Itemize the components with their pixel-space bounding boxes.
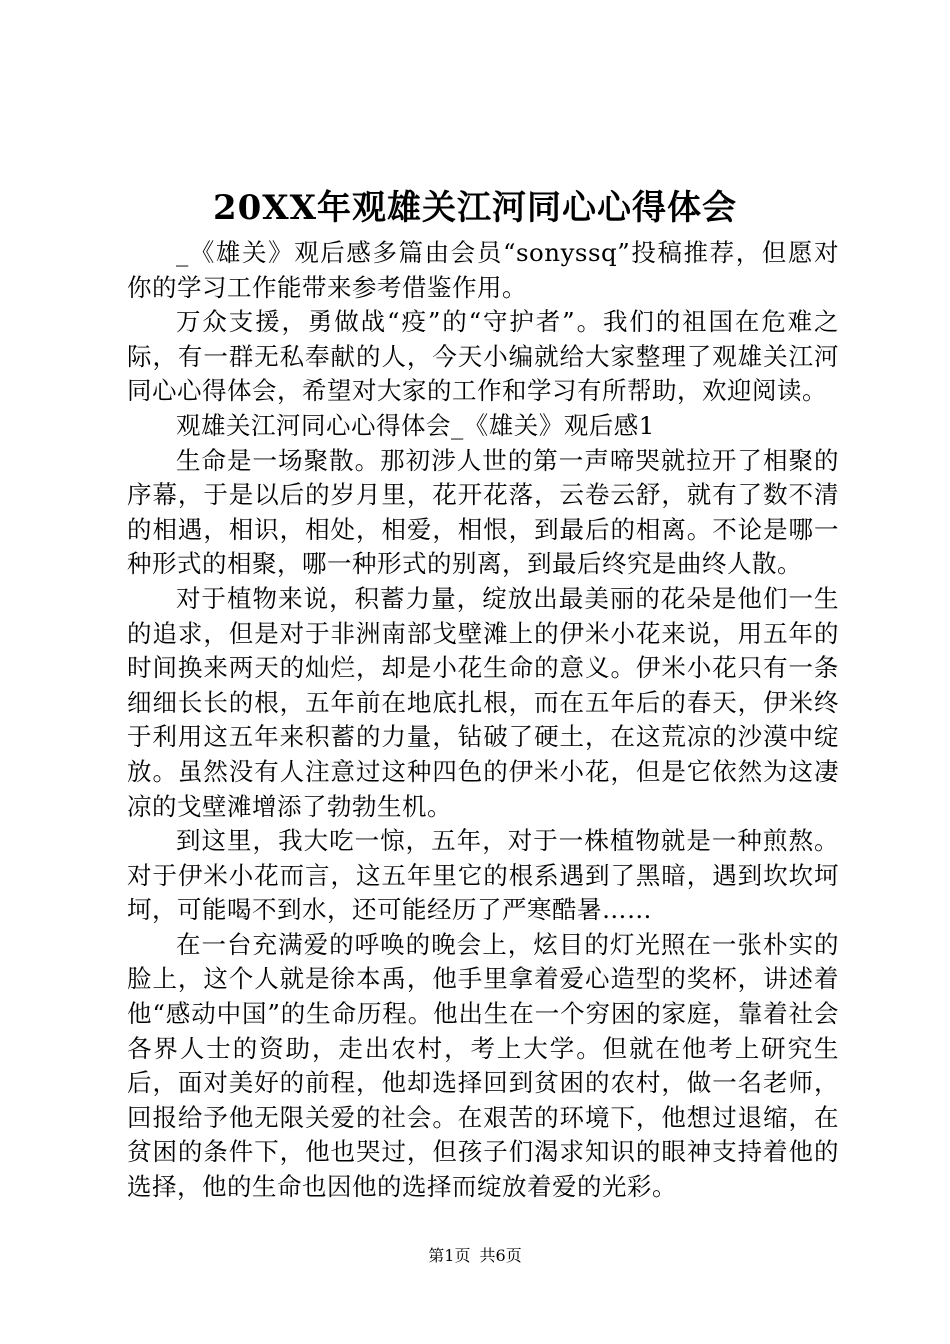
- document-title: 20XX年观雄关江河同心心得体会: [212, 188, 738, 228]
- paragraph: 生命是一场聚散。那初涉人世的第一声啼哭就拉开了相聚的序幕，于是以后的岁月里，花开花落，云卷云舒，就有了数不清的相遇，相识，相处，相爱，相恨，到最后的相离。不论是哪一种形式的相聚，哪一种形式的别离，到最后终究是曲终人散。: [127, 445, 839, 579]
- section-heading: 观雄关江河同心心得体会_《雄关》观后感1: [176, 410, 655, 440]
- paragraph-summary: 万众支援，勇做战“疫”的“守护者”。我们的祖国在危难之际，有一群无私奉献的人，今天小编就给大家整理了观雄关江河同心心得体会，希望对大家的工作和学习有所帮助，欢迎阅读。: [127, 307, 839, 406]
- paragraph: 对于植物来说，积蓄力量，绽放出最美丽的花朵是他们一生的追求，但是对于非洲南部戈壁滩上的伊米小花来说，用五年的时间换来两天的灿烂，却是小花生命的意义。伊米小花只有一条细细长长的根，五年前在地底扎根，而在五年后的春天，伊米终于利用这五年来积蓄的力量，钻破了硬土，在这荒凉的沙漠中绽放。虽然没有人注意过这种四色的伊米小花，但是它依然为这凄凉的戈壁滩增添了勃勃生机。: [127, 583, 839, 821]
- page-footer: [0, 1245, 950, 1267]
- paragraph: 在一台充满爱的呼唤的晚会上，炫目的灯光照在一张朴实的脸上，这个人就是徐本禹，他手里拿着爱心造型的奖杯，讲述着他“感动中国”的生命历程。他出生在一个穷困的家庭，靠着社会各界人士的资助，走出农村，考上大学。但就在他考上研究生后，面对美好的前程，他却选择回到贫困的农村，做一名老师，回报给予他无限关爱的社会。在艰苦的环境下，他想过退缩，在贫困的条件下，他也哭过，但孩子们渴求知识的眼神支持着他的选择，他的生命也因他的选择而绽放着爱的光彩。: [127, 929, 839, 1202]
- document-body: [127, 236, 839, 1205]
- paragraph-intro: _《雄关》观后感多篇由会员“sonyssq”投稿推荐，但愿对你的学习工作能带来参考借鉴作用。: [127, 238, 839, 302]
- page-number: 第1页: [428, 1246, 471, 1265]
- paragraph: 到这里，我大吃一惊，五年，对于一株植物就是一种煎熬。对于伊米小花而言，这五年里它的根系遇到了黑暗，遇到坎坎坷坷，可能喝不到水，还可能经历了严寒酷暑……: [127, 826, 839, 925]
- page-total: 共6页: [479, 1246, 522, 1265]
